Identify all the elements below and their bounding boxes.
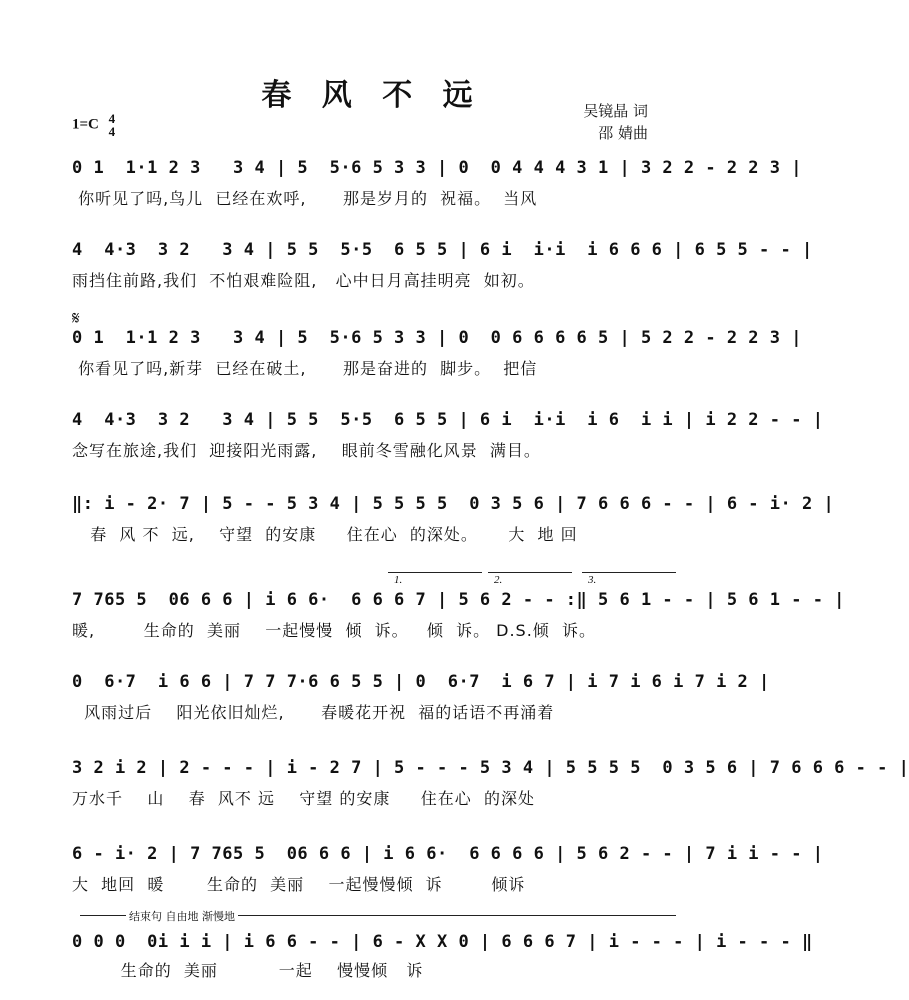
key-signature [72, 112, 115, 138]
ending-label: 结束句 自由地 渐慢地 [126, 908, 238, 924]
score-row-5-notes: ‖: i - 2· 7 | 5 - - 5 3 4 | 5 5 5 5 0 3 5 6 | 7 6 6 6 - - | 6 - i· 2 | [72, 494, 835, 514]
volta-label-2: 2. [494, 574, 503, 586]
composer-credit: 邵 婧曲 [598, 124, 648, 142]
score-row-6-lyrics: 暖, 生命的 美丽 一起慢慢 倾 诉。 倾 诉。 D.S.倾 诉。 [72, 621, 596, 640]
time-bottom: 4 [108, 124, 116, 139]
volta-bracket-1 [388, 572, 482, 573]
song-title: 春 风 不 远 [261, 78, 483, 113]
time-signature [109, 112, 116, 138]
score-row-3-lyrics: 你看见了吗,新芽 已经在破土, 那是奋进的 脚步。 把信 [72, 359, 538, 378]
segno-sign: 𝄋 [72, 308, 80, 328]
score-row-8-lyrics: 万水千 山 春 风不 远 守望 的安康 住在心 的深处 [72, 789, 535, 808]
volta-label-3: 3. [588, 574, 597, 586]
score-row-9-notes: 6 - i· 2 | 7 765 5 06 6 6 | i 6 6· 6 6 6 6 | 5 6 2 - - | 7 i i - - | [72, 844, 824, 864]
score-row-7-notes: 0 6·7 i 6 6 | 7 7 7·6 6 5 5 | 0 6·7 i 6 7 | i 7 i 6 i 7 i 2 | [72, 672, 770, 692]
score-row-9-lyrics: 大 地回 暖 生命的 美丽 一起慢慢倾 诉 倾诉 [72, 875, 526, 894]
key-label: 1=C [72, 116, 99, 133]
score-row-4-lyrics: 念写在旅途,我们 迎接阳光雨露, 眼前冬雪融化风景 满目。 [72, 441, 541, 460]
score-row-2-lyrics: 雨挡住前路,我们 不怕艰难险阻, 心中日月高挂明亮 如初。 [72, 271, 535, 290]
score-row-4-notes: 4 4·3 3 2 3 4 | 5 5 5·5 6 5 5 | 6 i i·i i 6 i i | i 2 2 - - | [72, 410, 824, 430]
score-row-1-notes: 0 1 1·1 2 3 3 4 | 5 5·6 5 3 3 | 0 0 4 4 4 3 1 | 3 2 2 - 2 2 3 | [72, 158, 802, 178]
volta-bracket-2 [488, 572, 572, 573]
volta-label-1: 1. [394, 574, 403, 586]
score-row-6-notes: 7 765 5 06 6 6 | i 6 6· 6 6 6 7 | 5 6 2 - - :‖ 5 6 1 - - | 5 6 1 - - | [72, 590, 845, 610]
lyricist-credit: 吴镜晶 词 [583, 102, 648, 120]
score-row-1-lyrics: 你听见了吗,鸟儿 已经在欢呼, 那是岁月的 祝福。 当风 [72, 189, 538, 208]
score-row-5-lyrics: 春 风 不 远, 守望 的安康 住在心 的深处。 大 地 回 [72, 525, 578, 544]
score-row-8-notes: 3 2 i 2 | 2 - - - | i - 2 7 | 5 - - - 5 3 4 | 5 5 5 5 0 3 5 6 | 7 6 6 6 - - | [72, 758, 909, 778]
score-row-7-lyrics: 风雨过后 阳光依旧灿烂, 春暖花开祝 福的话语不再涌着 [72, 703, 555, 722]
score-row-3-notes: 0 1 1·1 2 3 3 4 | 5 5·6 5 3 3 | 0 0 6 6 6 6 5 | 5 2 2 - 2 2 3 | [72, 328, 802, 348]
score-row-10-lyrics: 生命的 美丽 一起 慢慢倾 诉 [72, 961, 424, 980]
score-row-10-notes: 0 0 0 0i i i | i 6 6 - - | 6 - X X 0 | 6 6 6 7 | i - - - | i - - - ‖ [72, 932, 813, 952]
volta-bracket-3 [582, 572, 676, 573]
time-top: 4 [108, 111, 116, 126]
score-row-2-notes: 4 4·3 3 2 3 4 | 5 5 5·5 6 5 5 | 6 i i·i i 6 6 6 | 6 5 5 - - | [72, 240, 813, 260]
